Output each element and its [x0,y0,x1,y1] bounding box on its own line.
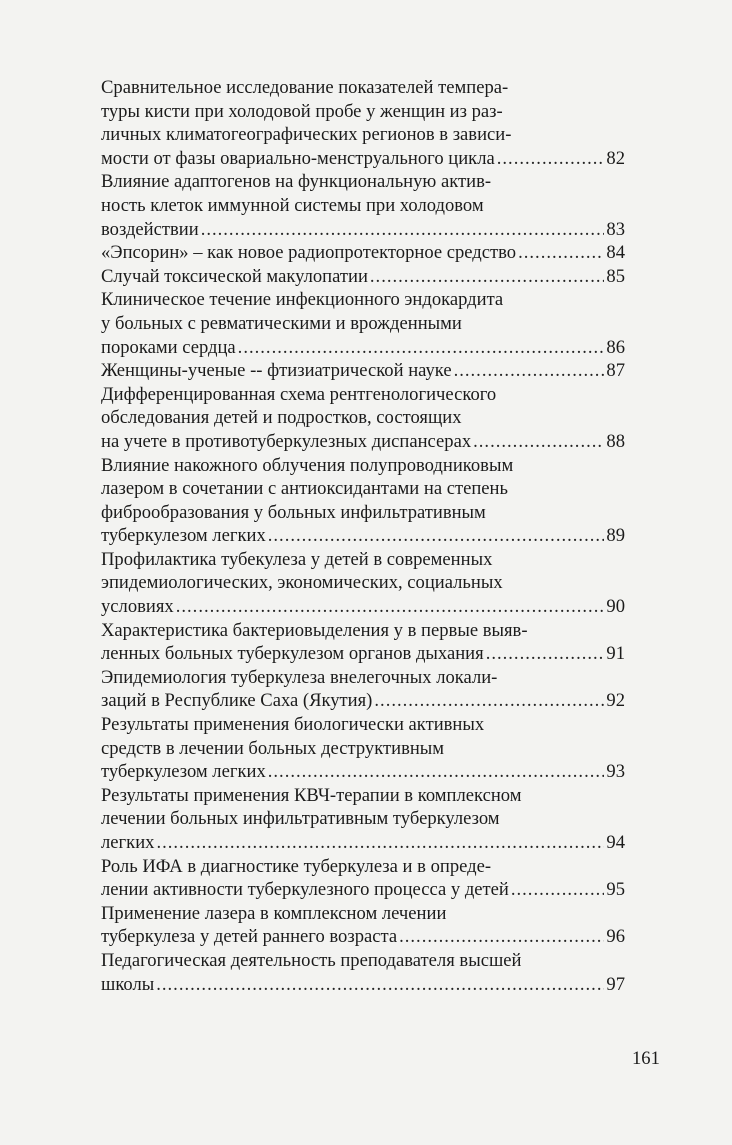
toc-entry-line: Эпидемиология туберкулеза внелегочных локали- [101,666,498,688]
toc-entry-title-end: ленных больных туберкулезом органов дыхания [101,643,484,665]
toc-entry [101,454,625,548]
toc-entry [101,713,625,784]
toc-entry-line: Педагогическая деятельность преподавателя высшей [101,949,522,971]
toc-entry-last-line [101,430,625,454]
toc-entry-page: 83 [606,218,625,240]
toc-entry-line: лечении больных инфильтративным туберкулезом [101,808,500,830]
toc-entry-title-end: легких [101,832,155,853]
toc-entry-line: Дифференцированная схема рентгенологического [101,383,497,405]
toc-entry-title-end: условиях [101,596,174,618]
dot-leader [156,831,604,855]
toc-entry-last-line [101,336,625,360]
toc-entry-line: личных климатогеографических регионов в зависи- [101,124,512,146]
dot-leader [497,147,605,171]
toc-entry-last-line [101,689,625,713]
toc-entry-line: средств в лечении больных деструктивным [101,737,445,759]
toc-entry-line: Влияние адаптогенов на функциональную актив- [101,171,492,193]
toc-entry-page: 89 [606,525,625,547]
toc-entry [101,784,625,855]
toc-entry-page: 97 [606,973,625,995]
toc-entry-line: Результаты применения КВЧ-терапии в комплексном [101,784,522,806]
toc-entry [101,666,625,713]
toc-entry-page: 94 [606,832,625,853]
toc-entry-last-line [101,524,625,548]
toc-entry-line: Роль ИФА в диагностике туберкулеза и в опреде- [101,855,492,877]
toc-entry-line: Влияние накожного облучения полупроводниковым [101,454,514,476]
toc-entry-line: у больных с ревматическими и врожденными [101,312,462,334]
toc-entry-title-end: Случай токсической макулопатии [101,265,368,287]
toc-entry-line: эпидемиологических, экономических, социальных [101,572,503,594]
dot-leader [486,642,605,666]
toc-entry-page: 96 [606,926,625,948]
toc-entry-last-line [101,359,625,383]
dot-leader [370,265,605,289]
toc-entry-title-end: заций в Республике Саха (Якутия) [101,690,373,712]
toc-entry-last-line [101,760,625,784]
toc-entry-page: 90 [606,596,625,618]
dot-leader [201,218,605,242]
dot-leader [399,925,604,949]
toc-entry-page: 88 [606,430,625,452]
toc-entry-line: Результаты применения биологически активных [101,714,485,736]
toc-entry-last-line [101,265,625,289]
toc-entry-last-line [101,218,625,242]
toc-entry-page: 91 [606,643,625,665]
dot-leader [511,878,605,902]
dot-leader [268,760,605,784]
dot-leader [238,336,605,360]
toc-entry-title-end: Женщины-ученые -- фтизиатрической науке [101,360,452,382]
toc-entry [101,902,625,949]
toc-entry-page: 86 [606,336,625,358]
toc-entry-last-line [101,147,625,171]
toc-entry [101,359,625,383]
toc-entry-title-end: «Эпсорин» – как новое радиопротекторное средство [101,242,517,264]
dot-leader [176,595,605,619]
toc-entry [101,170,625,241]
toc-entry-page: 92 [606,690,625,712]
toc-entry-page: 95 [606,879,625,901]
toc-entry-last-line [101,878,625,902]
toc-entry-line: обследования детей и подростков, состоящих [101,407,462,429]
toc-entry-page: 82 [606,147,625,169]
toc-entry-title-end: туберкулезом легких [101,525,266,547]
toc-entry-line: Профилактика тубекулеза у детей в современных [101,548,493,570]
toc-entry [101,241,625,265]
toc-entry-page: 93 [606,761,625,783]
toc-entry-line: туры кисти при холодовой пробе у женщин из раз- [101,100,503,122]
toc-entry [101,548,625,619]
page-number: 161 [632,1048,660,1069]
toc-entry [101,855,625,902]
toc-entry [101,288,625,359]
toc-entry-title-end: пороками сердца [101,336,236,358]
toc-entry-line: лазером в сочетании с антиоксидантами на степень [101,478,508,500]
toc-entry [101,619,625,666]
toc-entry-title-end: школы [101,973,155,995]
toc-entry-line: фиброобразования у больных инфильтративным [101,501,486,523]
toc-entry-last-line [101,973,625,997]
toc-entry-page: 87 [606,360,625,382]
toc-entry [101,383,625,454]
toc-entry [101,76,625,170]
toc-entry-line: Применение лазера в комплексном лечении [101,902,447,924]
dot-leader [454,359,605,383]
toc-entry-page: 85 [606,265,625,287]
toc-entry-last-line [101,925,625,949]
toc-entry-title-end: на учете в противотуберкулезных диспансерах [101,430,472,452]
toc-entry-title-end: туберкулезом легких [101,761,266,783]
toc-entry-title-end: мости от фазы овариально-менструального цикла [101,147,495,169]
toc-entry-line: Характеристика бактериовыделения у в первые выяв- [101,619,528,641]
toc-entry-line: Клиническое течение инфекционного эндокардита [101,289,504,311]
toc-entry-last-line [101,642,625,666]
toc-entry-title-end: лении активности туберкулезного процесса у детей [101,879,509,901]
toc-entry-title-end: воздействии [101,218,199,240]
toc-entry-line: Сравнительное исследование показателей темпера- [101,77,509,98]
toc-entry-last-line [101,831,625,855]
dot-leader [268,524,605,548]
toc-entry-line: ность клеток иммунной системы при холодовом [101,194,484,216]
toc-entry-title-end: туберкулеза у детей раннего возраста [101,926,398,948]
dot-leader [518,241,604,265]
toc-entry-last-line [101,595,625,619]
toc-entry-last-line [101,241,625,265]
toc-entry-page: 84 [606,242,625,264]
dot-leader [473,430,604,454]
dot-leader [374,689,604,713]
dot-leader [156,973,604,997]
table-of-contents [101,76,625,996]
toc-entry [101,265,625,289]
toc-entry [101,949,625,996]
